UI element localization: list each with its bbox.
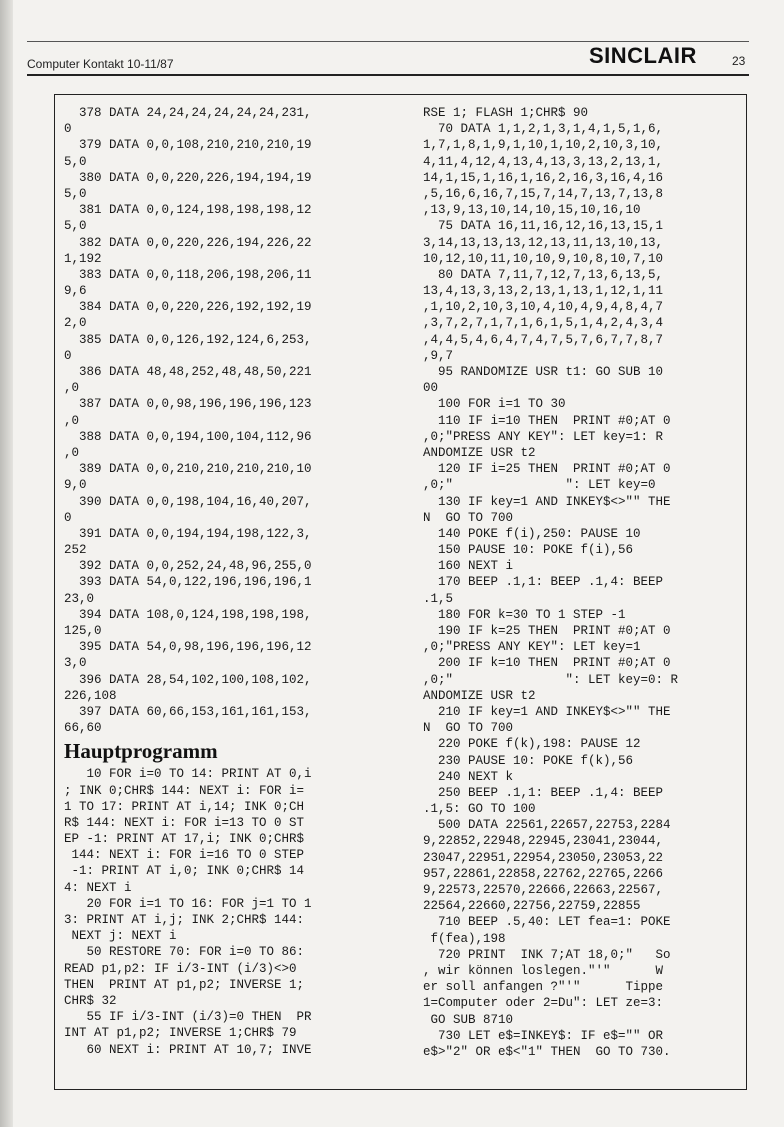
code-line: 396 DATA 28,54,102,100,108,102, <box>64 672 312 687</box>
code-line: 1,7,1,8,1,9,1,10,1,10,2,10,3,10, <box>423 138 664 153</box>
code-line: 394 DATA 108,0,124,198,198,198, <box>64 607 312 622</box>
code-line: 3: PRINT AT i,j; INK 2;CHR$ 144: <box>64 913 305 927</box>
code-line: 110 IF i=10 THEN PRINT #0;AT 0 <box>423 413 671 428</box>
code-line: 500 DATA 22561,22657,22753,2284 <box>423 818 671 833</box>
code-line: 252 <box>64 543 87 558</box>
code-line: 386 DATA 48,48,252,48,48,50,221 <box>64 365 312 379</box>
page-spine-shadow <box>0 0 13 1127</box>
code-line: EP -1: PRINT AT 17,i; INK 0;CHR$ <box>64 832 305 847</box>
code-line: 100 FOR i=1 TO 30 <box>423 397 566 412</box>
code-line: 379 DATA 0,0,108,210,210,210,19 <box>64 138 312 153</box>
code-line: 130 IF key=1 AND INKEY$<>"" THE <box>423 494 671 509</box>
code-line: 720 PRINT INK 7;AT 18,0;" So <box>423 947 671 962</box>
code-line: ,13,9,13,10,14,10,15,10,16,10 <box>423 203 641 218</box>
code-line: ,0;" ": LET key=0 <box>423 478 656 493</box>
section-heading: Hauptprogramm <box>64 739 218 764</box>
code-line: 1 TO 17: PRINT AT i,14; INK 0;CH <box>64 799 305 814</box>
code-line: 0 <box>64 122 72 137</box>
code-line: 13,4,13,3,13,2,13,1,13,1,12,1,11 <box>423 284 664 299</box>
code-line: 393 DATA 54,0,122,196,196,196,1 <box>64 575 312 590</box>
code-line: 220 POKE f(k),198: PAUSE 12 <box>423 737 641 752</box>
code-line: 00 <box>423 381 439 396</box>
code-line: ,5,16,6,16,7,15,7,14,7,13,7,13,8 <box>423 186 664 201</box>
code-line: 378 DATA 24,24,24,24,24,24,231, <box>64 106 312 120</box>
code-line: ,3,7,2,7,1,7,1,6,1,5,1,4,2,4,3,4 <box>423 316 664 331</box>
code-line: 9,0 <box>64 478 87 493</box>
code-line: 392 DATA 0,0,252,24,48,96,255,0 <box>64 559 312 574</box>
section-title: SINCLAIR <box>589 43 697 68</box>
code-line: ,0;"PRESS ANY KEY": LET key=1 <box>423 640 641 655</box>
code-line: ,0 <box>64 381 80 396</box>
code-line: 387 DATA 0,0,98,196,196,196,123 <box>64 397 312 412</box>
code-line: ,0 <box>64 413 80 428</box>
code-line: 80 DATA 7,11,7,12,7,13,6,13,5, <box>423 267 664 282</box>
code-line: 140 POKE f(i),250: PAUSE 10 <box>423 526 641 541</box>
header-rule-bottom <box>27 74 749 76</box>
code-line: 10,12,10,11,10,10,9,10,8,10,7,10 <box>423 251 664 266</box>
code-line: ANDOMIZE USR t2 <box>423 445 536 460</box>
code-line: 10 FOR i=0 TO 14: PRINT AT 0,i <box>64 767 312 782</box>
code-line: 380 DATA 0,0,220,226,194,194,19 <box>64 170 312 185</box>
code-line: 210 IF key=1 AND INKEY$<>"" THE <box>423 704 671 719</box>
code-line: N GO TO 700 <box>423 510 514 525</box>
code-line: f(fea),198 <box>423 931 506 946</box>
code-line: 382 DATA 0,0,220,226,194,226,22 <box>64 235 312 250</box>
code-line: 385 DATA 0,0,126,192,124,6,253, <box>64 332 312 347</box>
code-line: 0 <box>64 510 72 525</box>
code-line: 22564,22660,22756,22759,22855 <box>423 899 641 914</box>
code-line: 0 <box>64 348 72 363</box>
code-line: 3,14,13,13,13,12,13,11,13,10,13, <box>423 235 664 250</box>
code-line: 160 NEXT i <box>423 559 514 574</box>
code-line: 180 FOR k=30 TO 1 STEP -1 <box>423 607 626 622</box>
code-line: INT AT p1,p2; INVERSE 1;CHR$ 79 <box>64 1026 297 1041</box>
code-line: 95 RANDOMIZE USR t1: GO SUB 10 <box>423 365 664 379</box>
code-line: 9,22573,22570,22666,22663,22567, <box>423 883 664 897</box>
code-line: 240 NEXT k <box>423 769 514 784</box>
code-line: ,0;"PRESS ANY KEY": LET key=1: R <box>423 429 664 444</box>
code-line: N GO TO 700 <box>423 721 514 736</box>
magazine-issue-label: Computer Kontakt 10-11/87 <box>27 57 174 71</box>
code-line: 389 DATA 0,0,210,210,210,210,10 <box>64 462 312 477</box>
code-line: ,0 <box>64 445 80 460</box>
code-line: -1: PRINT AT i,0; INK 0;CHR$ 14 <box>64 864 305 879</box>
code-line: ANDOMIZE USR t2 <box>423 688 536 703</box>
code-line: 70 DATA 1,1,2,1,3,1,4,1,5,1,6, <box>423 122 664 137</box>
code-line: R$ 144: NEXT i: FOR i=13 TO 0 ST <box>64 815 305 830</box>
code-line: 1,192 <box>64 251 102 266</box>
code-line: 384 DATA 0,0,220,226,192,192,19 <box>64 300 312 315</box>
code-line: 226,108 <box>64 688 117 703</box>
code-line: ,1,10,2,10,3,10,4,10,4,9,4,8,4,7 <box>423 300 664 315</box>
listing-left-column <box>64 105 312 1058</box>
code-line: 9,22852,22948,22945,23041,23044, <box>423 834 664 849</box>
code-line: 4: NEXT i <box>64 880 132 895</box>
code-line: 250 BEEP .1,1: BEEP .1,4: BEEP <box>423 785 664 800</box>
code-line: , wir können loslegen."'" W <box>423 963 664 978</box>
code-line: ,0;" ": LET key=0: R <box>423 672 679 687</box>
code-line: 383 DATA 0,0,118,206,198,206,11 <box>64 267 312 282</box>
code-line: 388 DATA 0,0,194,100,104,112,96 <box>64 429 312 444</box>
code-line: er soll anfangen ?"'" Tippe <box>423 980 664 995</box>
code-line: 200 IF k=10 THEN PRINT #0;AT 0 <box>423 656 671 671</box>
code-line: 60 NEXT i: PRINT AT 10,7; INVE <box>64 1042 312 1057</box>
code-line: 5,0 <box>64 219 87 234</box>
code-line: 390 DATA 0,0,198,104,16,40,207, <box>64 494 312 509</box>
code-line: .1,5: GO TO 100 <box>423 802 536 817</box>
code-line: THEN PRINT AT p1,p2; INVERSE 1; <box>64 977 305 992</box>
code-line: 5,0 <box>64 154 87 169</box>
code-line: 391 DATA 0,0,194,194,198,122,3, <box>64 526 312 541</box>
code-line: 9,6 <box>64 284 87 299</box>
page-number: 23 <box>732 54 746 68</box>
code-line: 170 BEEP .1,1: BEEP .1,4: BEEP <box>423 575 664 590</box>
code-line: RSE 1; FLASH 1;CHR$ 90 <box>423 106 589 120</box>
code-line: .1,5 <box>423 591 454 606</box>
code-line: 730 LET e$=INKEY$: IF e$="" OR <box>423 1028 664 1043</box>
listing-right-column <box>423 105 678 1060</box>
code-line: 230 PAUSE 10: POKE f(k),56 <box>423 753 634 768</box>
code-line: READ p1,p2: IF i/3-INT (i/3)<>0 <box>64 961 297 976</box>
code-line: 710 BEEP .5,40: LET fea=1: POKE <box>423 915 671 930</box>
code-line: ; INK 0;CHR$ 144: NEXT i: FOR i= <box>64 783 305 798</box>
code-line: 4,11,4,12,4,13,4,13,3,13,2,13,1, <box>423 154 664 169</box>
code-line: 66,60 <box>64 721 102 736</box>
code-line: 150 PAUSE 10: POKE f(i),56 <box>423 543 634 558</box>
code-line: ,9,7 <box>423 348 454 363</box>
code-line: 20 FOR i=1 TO 16: FOR j=1 TO 1 <box>64 896 312 911</box>
code-line: 3,0 <box>64 656 87 671</box>
code-line: e$>"2" OR e$<"1" THEN GO TO 730. <box>423 1044 671 1059</box>
code-line: 5,0 <box>64 186 87 201</box>
code-line: 14,1,15,1,16,1,16,2,16,3,16,4,16 <box>423 170 664 185</box>
code-line: 144: NEXT i: FOR i=16 TO 0 STEP <box>64 848 305 863</box>
code-line: CHR$ 32 <box>64 993 117 1008</box>
code-line: 2,0 <box>64 316 87 331</box>
code-line: ,4,4,5,4,6,4,7,4,7,5,7,6,7,7,8,7 <box>423 332 664 347</box>
code-line: 50 RESTORE 70: FOR i=0 TO 86: <box>64 945 305 960</box>
code-line: NEXT j: NEXT i <box>64 929 177 944</box>
code-line: 397 DATA 60,66,153,161,161,153, <box>64 704 312 719</box>
code-line: 190 IF k=25 THEN PRINT #0;AT 0 <box>423 624 671 638</box>
code-line: 957,22861,22858,22762,22765,2266 <box>423 866 664 881</box>
code-line: 55 IF i/3-INT (i/3)=0 THEN PR <box>64 1010 312 1025</box>
code-line: 125,0 <box>64 624 102 638</box>
code-line: 120 IF i=25 THEN PRINT #0;AT 0 <box>423 462 671 477</box>
code-line: 23047,22951,22954,23050,23053,22 <box>423 850 664 865</box>
code-line: 395 DATA 54,0,98,196,196,196,12 <box>64 640 312 655</box>
code-line: 1=Computer oder 2=Du": LET ze=3: <box>423 996 664 1011</box>
code-line: GO SUB 8710 <box>423 1012 514 1027</box>
code-line: 75 DATA 16,11,16,12,16,13,15,1 <box>423 219 664 234</box>
code-line: 381 DATA 0,0,124,198,198,198,12 <box>64 203 312 218</box>
code-line: 23,0 <box>64 591 95 606</box>
header-rule-top <box>27 41 749 42</box>
